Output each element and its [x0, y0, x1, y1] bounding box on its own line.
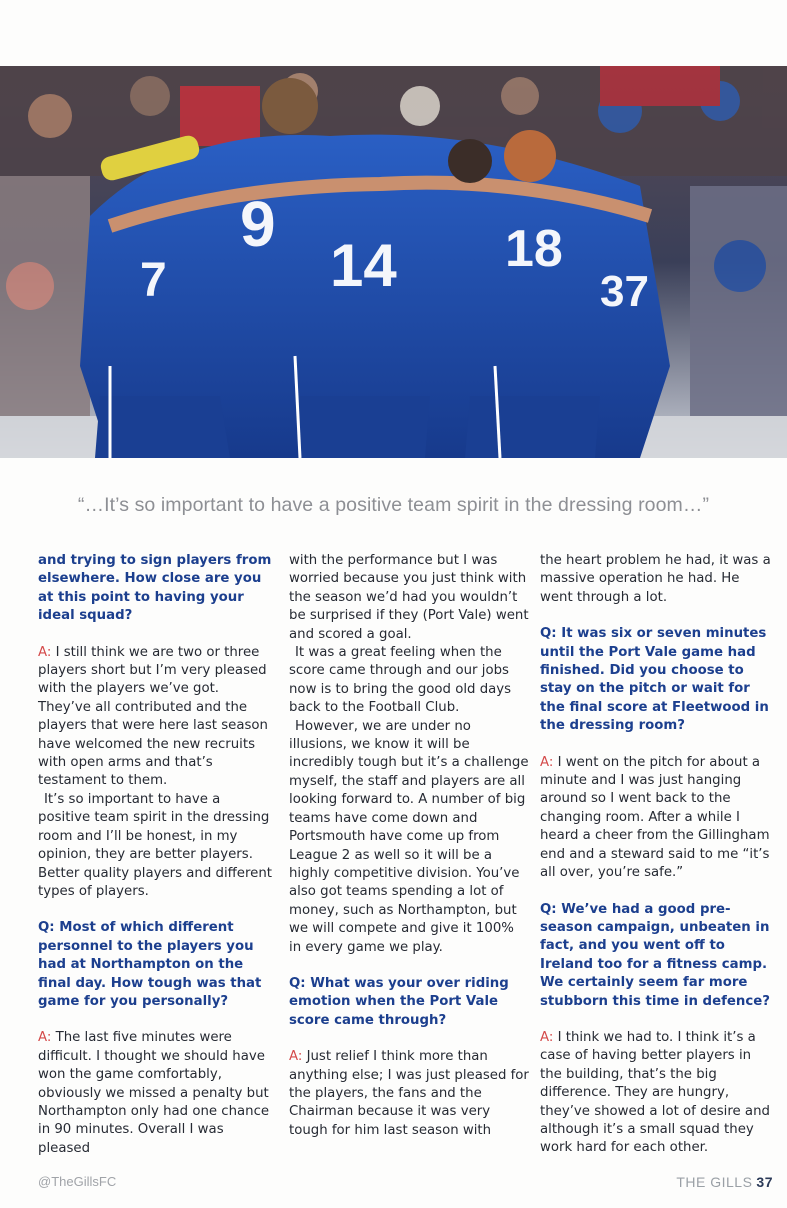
answer-label: A: — [38, 1030, 52, 1046]
article-column-1 — [38, 552, 274, 1158]
article-column-2 — [289, 552, 529, 1140]
answer — [38, 1029, 274, 1158]
answer-continued: the heart problem he had, it was a massive operation he had. He went through a lot. — [540, 553, 771, 605]
answer-label: A: — [540, 1029, 554, 1045]
answer-text: I went on the pitch for about a minute and I was just hanging around so I went back to the changing room. After a while I heard a cheer from the Gillingham end and a steward said to me “it’s all over, you’re safe.” — [540, 754, 770, 881]
question-continued: and trying to sign players from elsewhere. How close are you at this point to having your ideal squad? — [38, 553, 272, 624]
answer-paragraph: It was a great feeling when the score came through and our jobs now is to bring the good old days back to the Football Club. — [289, 645, 512, 716]
jersey-number-37: 37 — [600, 267, 649, 316]
jersey-number-7: 7 — [140, 254, 167, 307]
publication-name: THE GILLS — [676, 1174, 753, 1190]
jersey-number-9: 9 — [240, 188, 276, 260]
answer-text: The last five minutes were difficult. I thought we should have won the game comfortably, obviously we missed a penalty but Northampton only had one chance in 90 minutes. Overall I was pleased — [38, 1030, 270, 1156]
question: Q: What was your over riding emotion when the Port Vale score came through? — [289, 975, 509, 1028]
answer-label: A: — [540, 754, 554, 770]
answer — [540, 754, 776, 883]
question: Q: It was six or seven minutes until the Port Vale game had finished. Did you choose to stay on the pitch or wait for the final score at Fleetwood in the dressing room? — [540, 626, 769, 734]
answer-text: Just relief I think more than anything else; I was just pleased for the players, the fans and the Chairman because it was very tough for him last season with — [289, 1049, 529, 1138]
answer-paragraph: It’s so important to have a positive team spirit in the dressing room and I’ll be honest, in my opinion, they are better players. Better quality players and different types of players. — [38, 791, 272, 899]
social-handle: @TheGillsFC — [38, 1174, 117, 1189]
answer — [289, 1048, 529, 1140]
question: Q: We’ve had a good pre-season campaign, unbeaten in fact, and you went off to Ireland too for a fitness camp. We certainly seem far more stubborn this time in defence? — [540, 901, 770, 1009]
jersey-number-18: 18 — [505, 220, 563, 278]
page-footer — [676, 1174, 773, 1190]
answer-paragraph: However, we are under no illusions, we know it will be incredibly tough but it’s a challenge myself, the staff and players are all looking forward to. A number of big teams have come down and Portsmouth have come up from League 2 as well so it will be a highly competitive division. You’ve also got teams spending a lot of money, such as Northampton, but we will compete and give it 100% in every game we play. — [289, 718, 529, 955]
pull-quote: “…It’s so important to have a positive team spirit in the dressing room…” — [77, 494, 710, 516]
team-huddle-photo — [0, 66, 787, 458]
answer — [540, 1029, 776, 1158]
answer-label: A: — [289, 1049, 303, 1065]
answer-continued: with the performance but I was worried because you just think with the season we’d had you wouldn’t be surprised if they (Port Vale) went and scored a goal. — [289, 553, 529, 642]
answer-text: I still think we are two or three players short but I’m very pleased with the players we’ve got. They’ve all contributed and the players that were here last season have welcomed the new recruits with open arms and that’s testament to them. — [38, 644, 268, 789]
question: Q: Most of which different personnel to the players you had at Northampton on the final day. How tough was that game for you personally? — [38, 920, 262, 1009]
answer-label: A: — [38, 644, 52, 660]
article-column-3 — [540, 552, 776, 1158]
answer-text: I think we had to. I think it’s a case of having better players in the building, that’s the big difference. They are hungry, they’ve showed a lot of desire and although it’s a small squad they work hard for each other. — [540, 1029, 770, 1156]
page-number: 37 — [756, 1174, 773, 1190]
jersey-number-14: 14 — [330, 232, 397, 299]
answer — [38, 644, 274, 791]
